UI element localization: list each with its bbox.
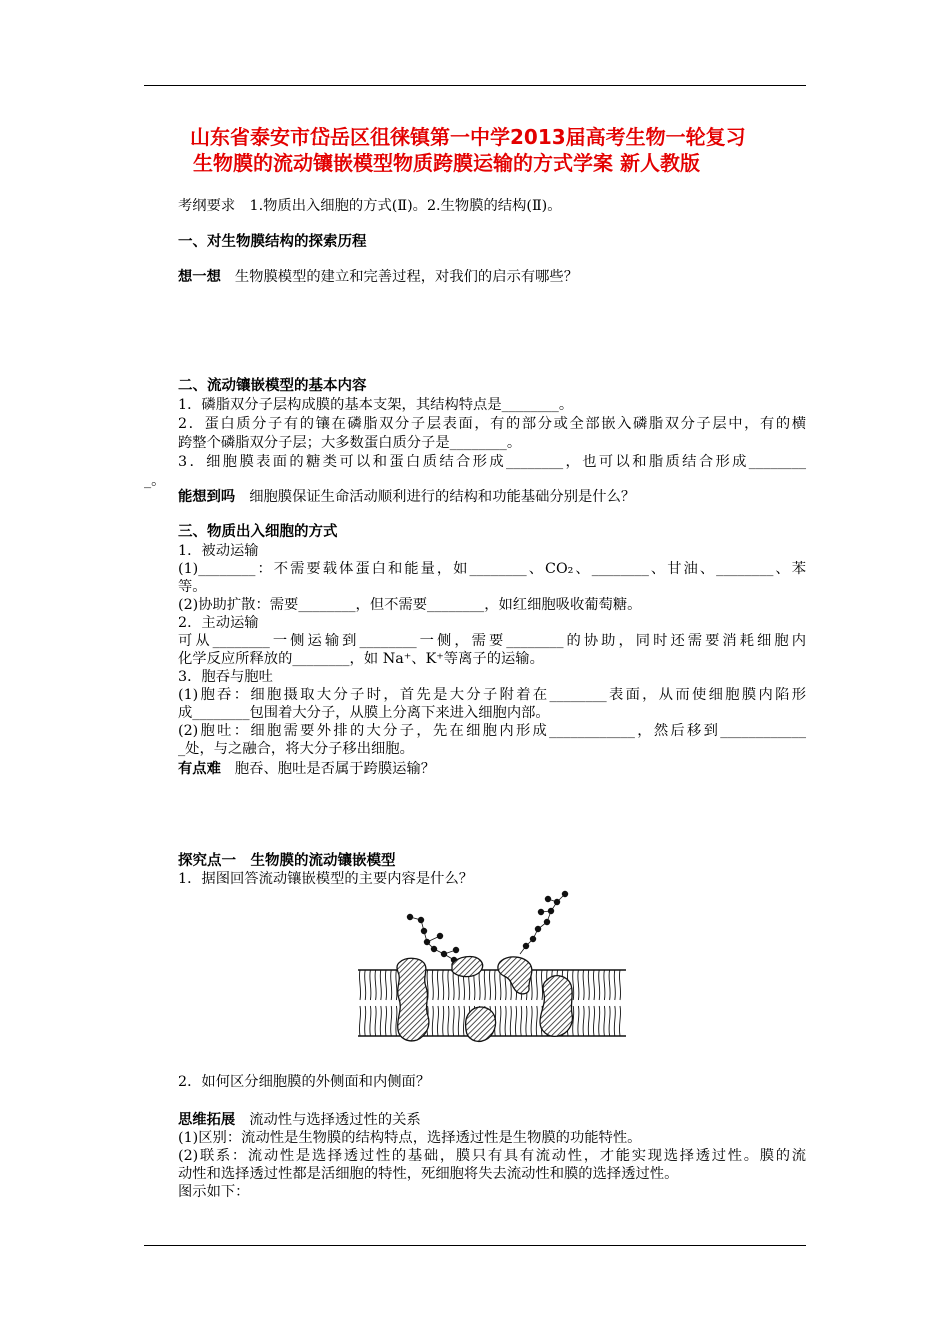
peripheral-protein-top <box>452 957 483 977</box>
can-think-prompt <box>178 488 635 507</box>
embedded-protein-top-right <box>498 957 532 994</box>
section3-p2: 2．主动运输 <box>178 615 259 631</box>
section2-heading: 二、流动镶嵌模型的基本内容 <box>178 378 367 394</box>
transmembrane-protein-right <box>540 976 572 1037</box>
extension-l3: 图示如下： <box>178 1184 250 1200</box>
section2-line3b: _。 <box>144 473 166 489</box>
section3-p1-1a: (1)________：不需要载体蛋白和能量，如________、CO₂、________、甘油、________、苯 <box>178 561 806 577</box>
section1-heading: 一、对生物膜结构的探索历程 <box>178 234 367 250</box>
section3-p3-1b: 成________包围着大分子，从膜上分离下来进入细胞内部。 <box>178 705 550 721</box>
header-rule <box>144 85 806 86</box>
document-title-line2: 生物膜的流动镶嵌模型物质跨膜运输的方式学案 新人教版 <box>193 151 700 175</box>
fluid-mosaic-membrane-diagram <box>352 884 632 1054</box>
section3-p3: 3．胞吞与胞吐 <box>178 669 273 685</box>
think-label: 想一想 <box>178 269 221 285</box>
extension-l1: (1)区别：流动性是生物膜的结构特点，选择透过性是生物膜的功能特性。 <box>178 1130 642 1146</box>
section3-heading: 三、物质出入细胞的方式 <box>178 524 338 540</box>
section3-p1-1b: 等。 <box>178 579 207 595</box>
think-question: 生物膜模型的建立和完善过程，对我们的启示有哪些？ <box>234 269 579 285</box>
section3-p1: 1．被动运输 <box>178 543 259 559</box>
extension-l2b: 动性和选择透过性都是活细胞的特性，死细胞将失去流动性和膜的选择透过性。 <box>178 1166 679 1182</box>
section3-p3-2a: (2)胞吐：细胞需要外排的大分子，先在细胞内形成____________，然后移到____________ <box>178 723 806 739</box>
section2-line3a: 3．细胞膜表面的糖类可以和蛋白质结合形成________，也可以和脂质结合形成________ <box>178 454 806 470</box>
extension-label: 思维拓展 <box>178 1112 236 1128</box>
extension-topic: 流动性与选择透过性的关系 <box>249 1112 421 1128</box>
exam-requirements: 考纲要求 1.物质出入细胞的方式(Ⅱ)。2.生物膜的结构(Ⅱ)。 <box>178 198 562 214</box>
document-title-line1: 山东省泰安市岱岳区徂徕镇第一中学2013届高考生物一轮复习 <box>190 125 746 149</box>
section3-p2-b: 化学反应所释放的________，如 Na⁺、K⁺等离子的运输。 <box>178 651 544 667</box>
carbohydrate-chain-right <box>520 891 568 954</box>
explore-q1: 1．据图回答流动镶嵌模型的主要内容是什么？ <box>178 871 474 887</box>
section3-p3-2b: _处，与之融合，将大分子移出细胞。 <box>178 741 414 757</box>
extension-title <box>178 1111 421 1130</box>
transmembrane-protein-left <box>397 958 429 1041</box>
section3-p2-a: 可从________一侧运输到________一侧，需要________的协助，同时还需要消耗细胞内 <box>178 633 806 649</box>
difficult-prompt <box>178 760 435 779</box>
section3-p1-2: (2)协助扩散：需要________，但不需要________，如红细胞吸收葡萄糖。 <box>178 597 642 613</box>
section3-p3-1a: (1)胞吞：细胞摄取大分子时，首先是大分子附着在________表面，从而使细胞膜内陷形 <box>178 687 806 703</box>
section2-line2a: 2．蛋白质分子有的镶在磷脂双分子层表面，有的部分或全部嵌入磷脂双分子层中，有的横 <box>178 416 806 432</box>
can-think-label: 能想到吗 <box>178 489 236 505</box>
difficult-label: 有点难 <box>178 761 221 777</box>
explore-q2: 2．如何区分细胞膜的外侧面和内侧面？ <box>178 1074 431 1090</box>
peripheral-protein-bottom <box>466 1007 496 1041</box>
footer-rule <box>144 1245 806 1246</box>
difficult-question: 胞吞、胞吐是否属于跨膜运输？ <box>234 761 436 777</box>
section2-line1: 1．磷脂双分子层构成膜的基本支架，其结构特点是________。 <box>178 397 574 413</box>
section2-line2b: 跨整个磷脂双分子层；大多数蛋白质分子是________。 <box>178 435 522 451</box>
explore-heading: 探究点一 生物膜的流动镶嵌模型 <box>178 853 396 869</box>
think-prompt <box>178 268 578 287</box>
extension-l2a: (2)联系：流动性是选择透过性的基础，膜只有具有流动性，才能实现选择透过性。膜的流 <box>178 1148 806 1164</box>
can-think-question: 细胞膜保证生命活动顺利进行的结构和功能基础分别是什么？ <box>249 489 636 505</box>
